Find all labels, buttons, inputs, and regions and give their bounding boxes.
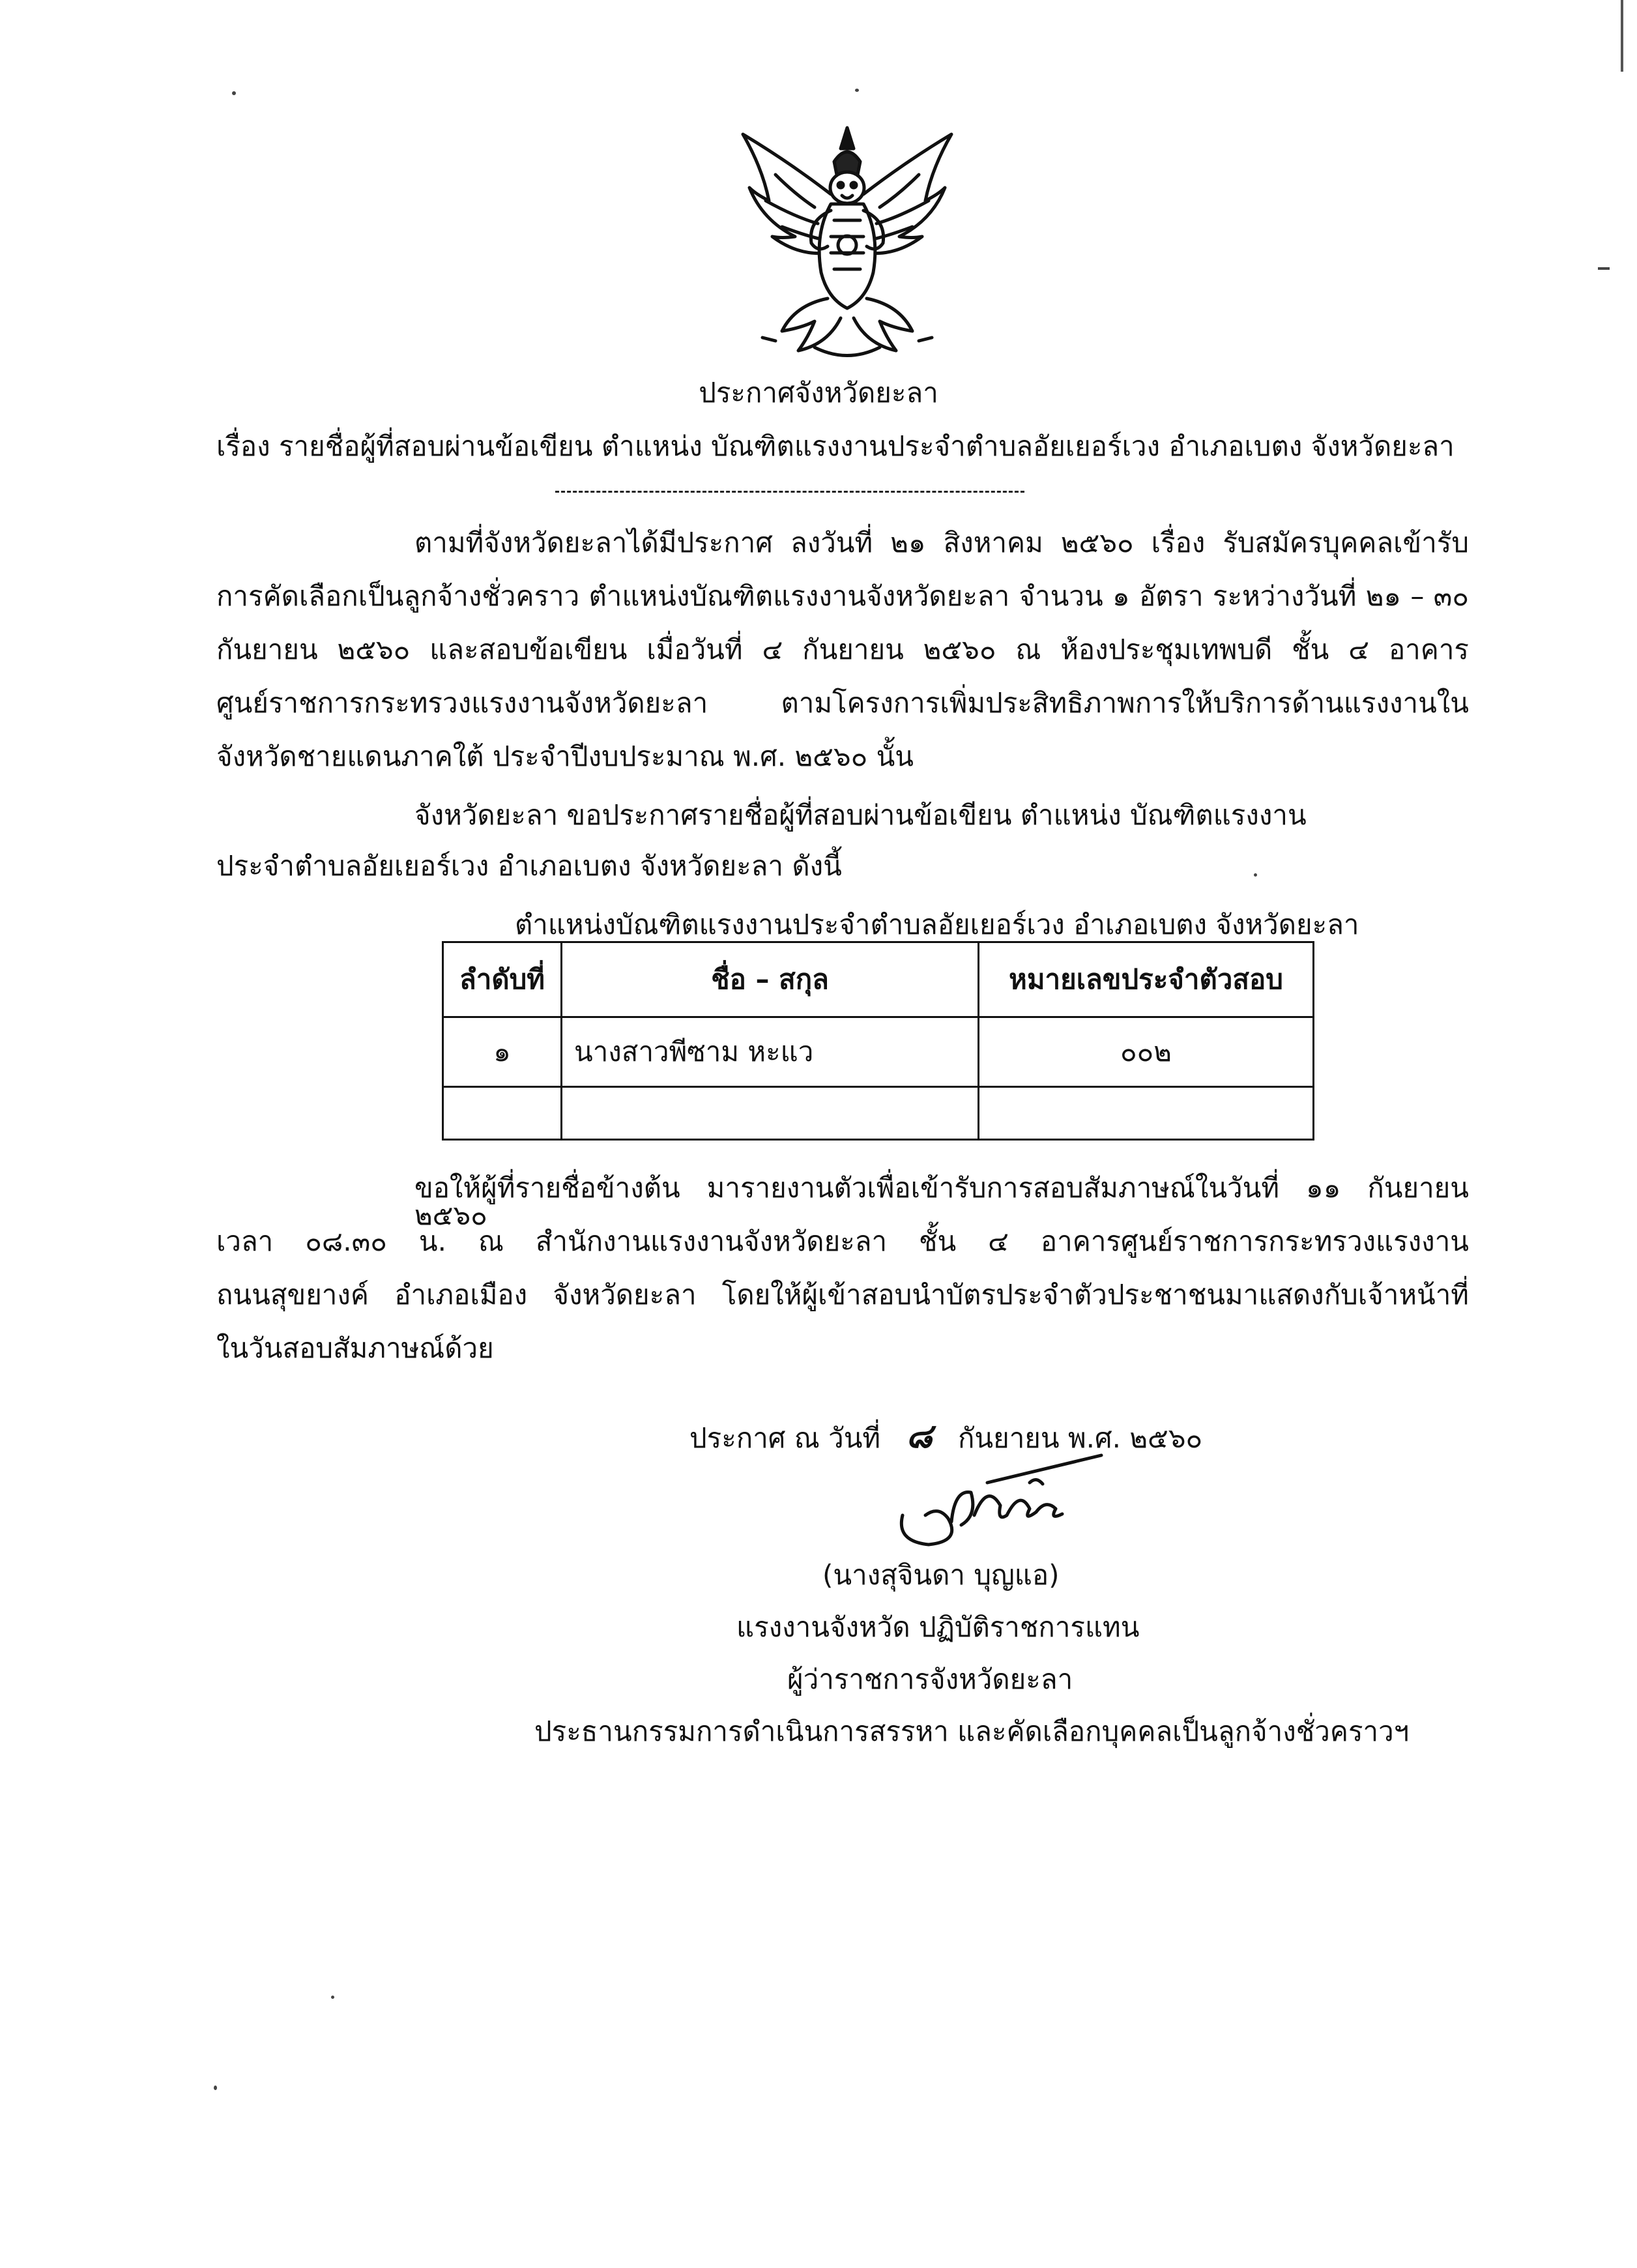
- table-row: [443, 1087, 1314, 1140]
- scan-speck: [855, 89, 859, 92]
- cell-exam-id: [979, 1087, 1314, 1140]
- table-header-row: [443, 942, 1314, 1017]
- para1-line: จังหวัดชายแดนภาคใต้ ประจำปีงบประมาณ พ.ศ. ๒๕๖๐ นั้น: [216, 740, 914, 772]
- header-order: ลำดับที่: [443, 942, 562, 1017]
- para1-line: ตามที่จังหวัดยะลาได้มีประกาศ ลงวันที่ ๒๑ สิงหาคม ๒๕๖๐ เรื่อง รับสมัครบุคคลเข้ารับ: [414, 527, 1469, 559]
- cell-order: ๑: [443, 1017, 562, 1087]
- scan-speck: [214, 2086, 217, 2090]
- header-name: ชื่อ – สกุล: [562, 942, 979, 1017]
- signatory-name: (นางสุจินดา บุญแอ): [822, 1559, 1060, 1591]
- dateline-prefix: ประกาศ ณ วันที่: [689, 1422, 881, 1454]
- scan-speck: [232, 91, 236, 95]
- table-row: [443, 1017, 1314, 1087]
- cell-exam-id: ๐๐๒: [979, 1017, 1314, 1087]
- subject-line: เรื่อง รายชื่อผู้ที่สอบผ่านข้อเขียน ตำแหน่ง บัณฑิตแรงงานประจำตำบลอัยเยอร์เวง อำเภอเบตง จังหวัดยะลา: [216, 430, 1455, 462]
- para1-line: กันยายน ๒๕๖๐ และสอบข้อเขียน เมื่อวันที่ ๔ กันยายน ๒๕๖๐ ณ ห้องประชุมเทพบดี ชั้น ๔ อาคาร: [216, 633, 1469, 665]
- scan-speck: [1598, 267, 1610, 270]
- para3-line: ถนนสุขยางค์ อำเภอเมือง จังหวัดยะลา โดยให้ผู้เข้าสอบนำบัตรประจำตัวประชาชนมาแสดงกับเจ้าหน้าที่: [216, 1279, 1469, 1311]
- para3-line: เวลา ๐๘.๓๐ น. ณ สำนักงานแรงงานจังหวัดยะลา ชั้น ๔ อาคารศูนย์ราชการกระทรวงแรงงาน: [216, 1225, 1469, 1257]
- para3-line: ในวันสอบสัมภาษณ์ด้วย: [216, 1332, 494, 1364]
- handwritten-signature-icon: [890, 1444, 1105, 1554]
- table-caption: ตำแหน่งบัณฑิตแรงงานประจำตำบลอัยเยอร์เวง อำเภอเบตง จังหวัดยะลา: [515, 909, 1359, 940]
- signatory-title: แรงงานจังหวัด ปฏิบัติราชการแทน: [736, 1611, 1140, 1643]
- para2-line: ประจำตำบลอัยเยอร์เวง อำเภอเบตง จังหวัดยะลา ดังนี้: [216, 850, 842, 882]
- header-exam-id: หมายเลขประจำตัวสอบ: [979, 942, 1314, 1017]
- dateline-day-handwritten: ๘: [906, 1416, 933, 1456]
- header-divider: [555, 491, 1024, 493]
- para3-line: ขอให้ผู้ที่รายชื่อข้างต้น มารายงานตัวเพื่อเข้ารับการสอบสัมภาษณ์ในวันที่ ๑๑ กันยายน ๒๕๖๐: [414, 1172, 1469, 1231]
- para1-line: ศูนย์ราชการกระทรวงแรงงานจังหวัดยะลา ตามโครงการเพิ่มประสิทธิภาพการให้บริการด้านแรงงานใน: [216, 687, 1469, 719]
- cell-order: [443, 1087, 562, 1140]
- scan-speck: [331, 1996, 334, 1999]
- cell-name: นางสาวพีซาม หะแว: [562, 1017, 979, 1087]
- garuda-emblem-icon: [736, 123, 958, 364]
- scan-speck: [1254, 873, 1257, 877]
- para1-line: การคัดเลือกเป็นลูกจ้างชั่วคราว ตำแหน่งบัณฑิตแรงงานจังหวัดยะลา จำนวน ๑ อัตรา ระหว่างวันที่ ๒๑ – ๓๐: [216, 580, 1469, 612]
- scan-edge-mark: [1621, 0, 1623, 72]
- issuer-title: ประกาศจังหวัดยะลา: [699, 377, 938, 409]
- results-table: [442, 941, 1314, 1141]
- signatory-title: ประธานกรรมการดำเนินการสรรหา และคัดเลือกบุคคลเป็นลูกจ้างชั่วคราวฯ: [534, 1715, 1410, 1747]
- para2-line: จังหวัดยะลา ขอประกาศรายชื่อผู้ที่สอบผ่านข้อเขียน ตำแหน่ง บัณฑิตแรงงาน: [414, 799, 1307, 831]
- dateline-rest: กันยายน พ.ศ. ๒๕๖๐: [957, 1422, 1203, 1454]
- cell-name: [562, 1087, 979, 1140]
- signatory-title: ผู้ว่าราชการจังหวัดยะลา: [787, 1663, 1073, 1695]
